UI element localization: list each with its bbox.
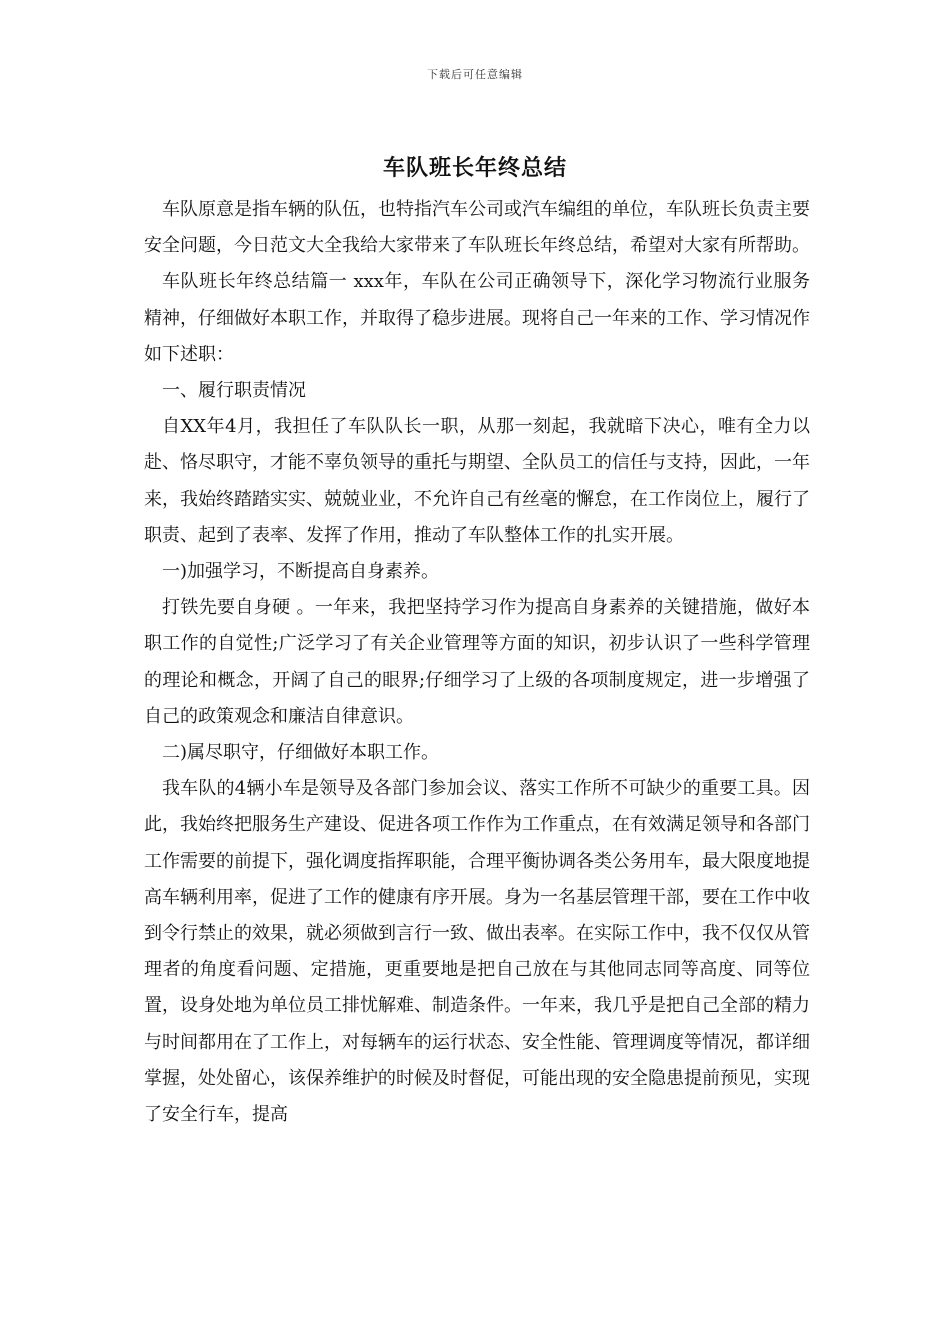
- section-heading-duties: 一、履行职责情况: [162, 380, 306, 402]
- subheading-work: 二)属尽职守，仔细做好本职工作。: [162, 742, 440, 764]
- paragraph-summary-opening: 车队班长年终总结篇一 xxx年，车队在公司正确领导下，深化学习物流行业服务精神，仔细做好本职工作，并取得了稳步进展。现将自己一年来的工作、学习情况作如下述职：: [144, 271, 810, 365]
- document-title: 车队班长年终总结: [382, 156, 567, 181]
- paragraph-work: 我车队的4辆小车是领导及各部门参加会议、落实工作所不可缺少的重要工具。因此，我始终把服务生产建设、促进各项工作作为工作重点，在有效满足领导和各部门工作需要的前提下，强化调度指挥职能，合理平衡协调各类公务用车，最大限度地提高车辆利用率，促进了工作的健康有序开展。身为一名基层管理干部，要在工作中收到令行禁止的效果，就必须做到言行一致、做出表率。在实际工作中，我不仅仅从管理者的角度看问题、定措施，更重要地是把自己放在与其他同志同等高度、同等位置，设身处地为单位员工排忧解难、制造条件。一年来，我几乎是把自己全部的精力与时间都用在了工作上，对每辆车的运行状态、安全性能、管理调度等情况，都详细掌握，处处留心，该保养维护的时候及时督促，可能出现的安全隐患提前预见，实现了安全行车，提高: [144, 778, 810, 1126]
- document-body: [144, 192, 810, 1133]
- header-note: 下载后可任意编辑: [427, 68, 523, 81]
- subheading-study: 一)加强学习，不断提高自身素养。: [162, 561, 440, 583]
- paragraph-duties: 自XX年4月，我担任了车队队长一职，从那一刻起，我就暗下决心，唯有全力以赴、恪尽职守，才能不辜负领导的重托与期望、全队员工的信任与支持，因此，一年来，我始终踏踏实实、兢兢业业，不允许自己有丝毫的懈怠，在工作岗位上，履行了职责、起到了表率、发挥了作用，推动了车队整体工作的扎实开展。: [144, 416, 810, 546]
- paragraph-intro: 车队原意是指车辆的队伍，也特指汽车公司或汽车编组的单位，车队班长负责主要安全问题，今日范文大全我给大家带来了车队班长年终总结，希望对大家有所帮助。: [144, 199, 810, 257]
- paragraph-study: 打铁先要自身硬 。一年来，我把坚持学习作为提高自身素养的关键措施，做好本职工作的自觉性;广泛学习了有关企业管理等方面的知识，初步认识了一些科学管理的理论和概念，开阔了自己的眼界;仔细学习了上级的各项制度规定，进一步增强了自己的政策观念和廉洁自律意识。: [144, 597, 810, 727]
